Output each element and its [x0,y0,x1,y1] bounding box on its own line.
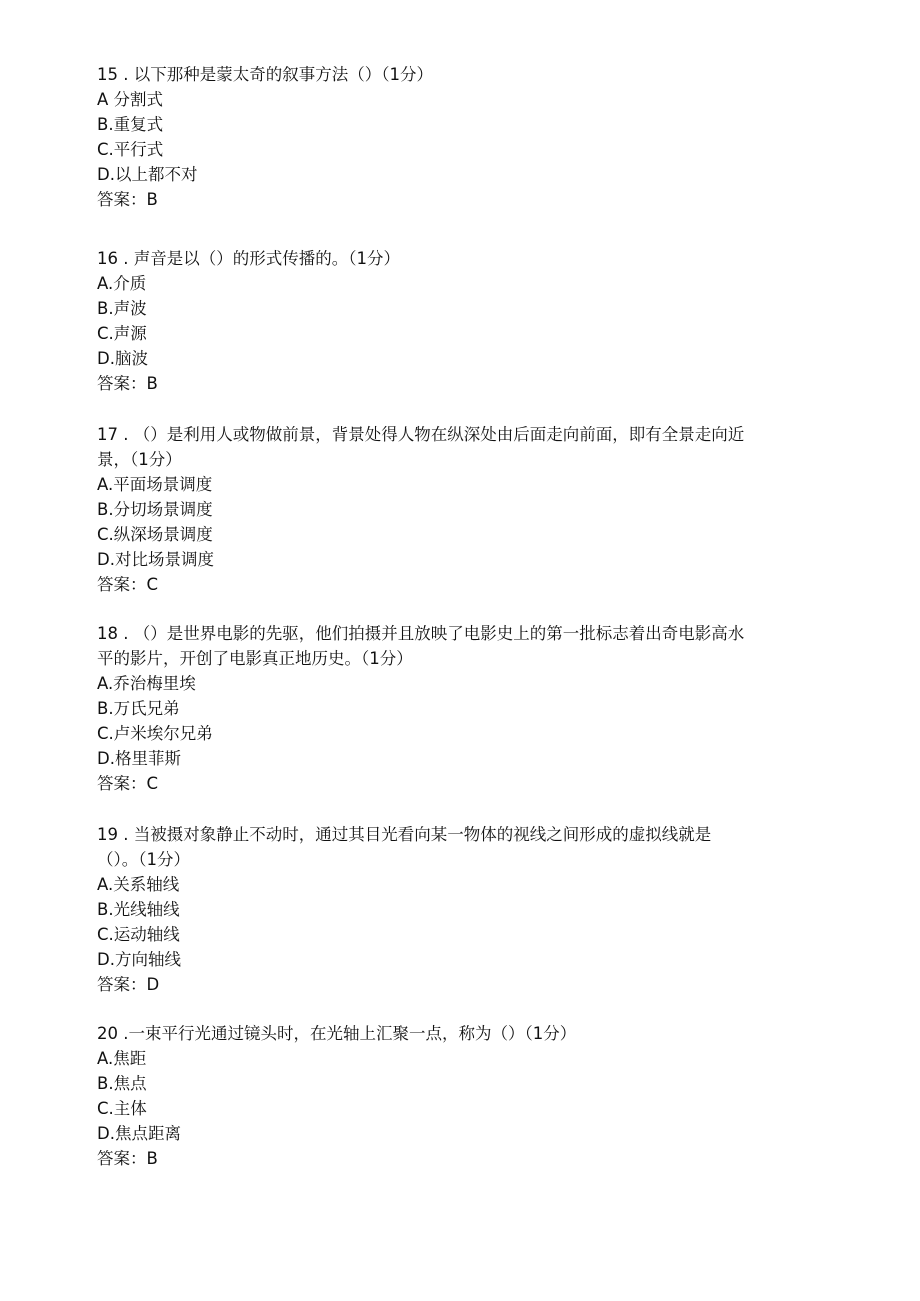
option-a: A 分割式 [97,90,164,109]
option-c: C.主体 [97,1099,147,1118]
option-b: B.光线轴线 [97,900,180,919]
option-d: D.对比场景调度 [97,550,214,569]
question-text-line-2: 平的影片，开创了电影真正地历史。（1分） [97,649,413,668]
option-a: A.关系轴线 [97,875,180,894]
option-c: C.平行式 [97,140,164,159]
option-b: B.焦点 [97,1074,147,1093]
answer: 答案：B [97,190,158,209]
option-c: C.声源 [97,324,147,343]
answer: 答案：C [97,575,159,594]
answer: 答案：B [97,374,158,393]
answer: 答案：C [97,774,159,793]
option-a: A.平面场景调度 [97,475,213,494]
option-a: A.乔治梅里埃 [97,674,196,693]
question-17 [97,422,837,597]
question-text: 15 . 以下那种是蒙太奇的叙事方法（）（1分） [97,65,433,84]
answer: 答案：D [97,975,160,994]
answer: 答案：B [97,1149,158,1168]
option-c: C.纵深场景调度 [97,525,213,544]
option-d: D.以上都不对 [97,165,198,184]
option-c: C.运动轴线 [97,925,180,944]
option-b: B.声波 [97,299,147,318]
question-20 [97,1021,837,1171]
question-text-line-1: 17 . （）是利用人或物做前景，背景处得人物在纵深处由后面走向前面，即有全景走向近 [97,425,745,444]
question-text-line-2: 景，（1分） [97,450,182,469]
option-c: C.卢米埃尔兄弟 [97,724,213,743]
question-text: 20 .一束平行光通过镜头时，在光轴上汇聚一点，称为（）（1分） [97,1024,577,1043]
question-text-line-1: 18 . （）是世界电影的先驱，他们拍摄并且放映了电影史上的第一批标志着出奇电影高水 [97,624,745,643]
option-a: A.焦距 [97,1049,147,1068]
question-text: 16 . 声音是以（）的形式传播的。（1分） [97,249,400,268]
option-b: B.万氏兄弟 [97,699,180,718]
option-a: A.介质 [97,274,147,293]
question-18 [97,621,837,796]
option-b: B.分切场景调度 [97,500,213,519]
question-16 [97,246,837,396]
option-b: B.重复式 [97,115,164,134]
option-d: D.脑波 [97,349,148,368]
option-d: D.格里菲斯 [97,749,181,768]
question-15 [97,62,837,212]
option-d: D.方向轴线 [97,950,181,969]
option-d: D.焦点距离 [97,1124,181,1143]
question-19 [97,822,837,997]
question-text-line-1: 19 . 当被摄对象静止不动时，通过其目光看向某一物体的视线之间形成的虚拟线就是 [97,825,712,844]
question-text-line-2: （）。（1分） [97,850,190,869]
